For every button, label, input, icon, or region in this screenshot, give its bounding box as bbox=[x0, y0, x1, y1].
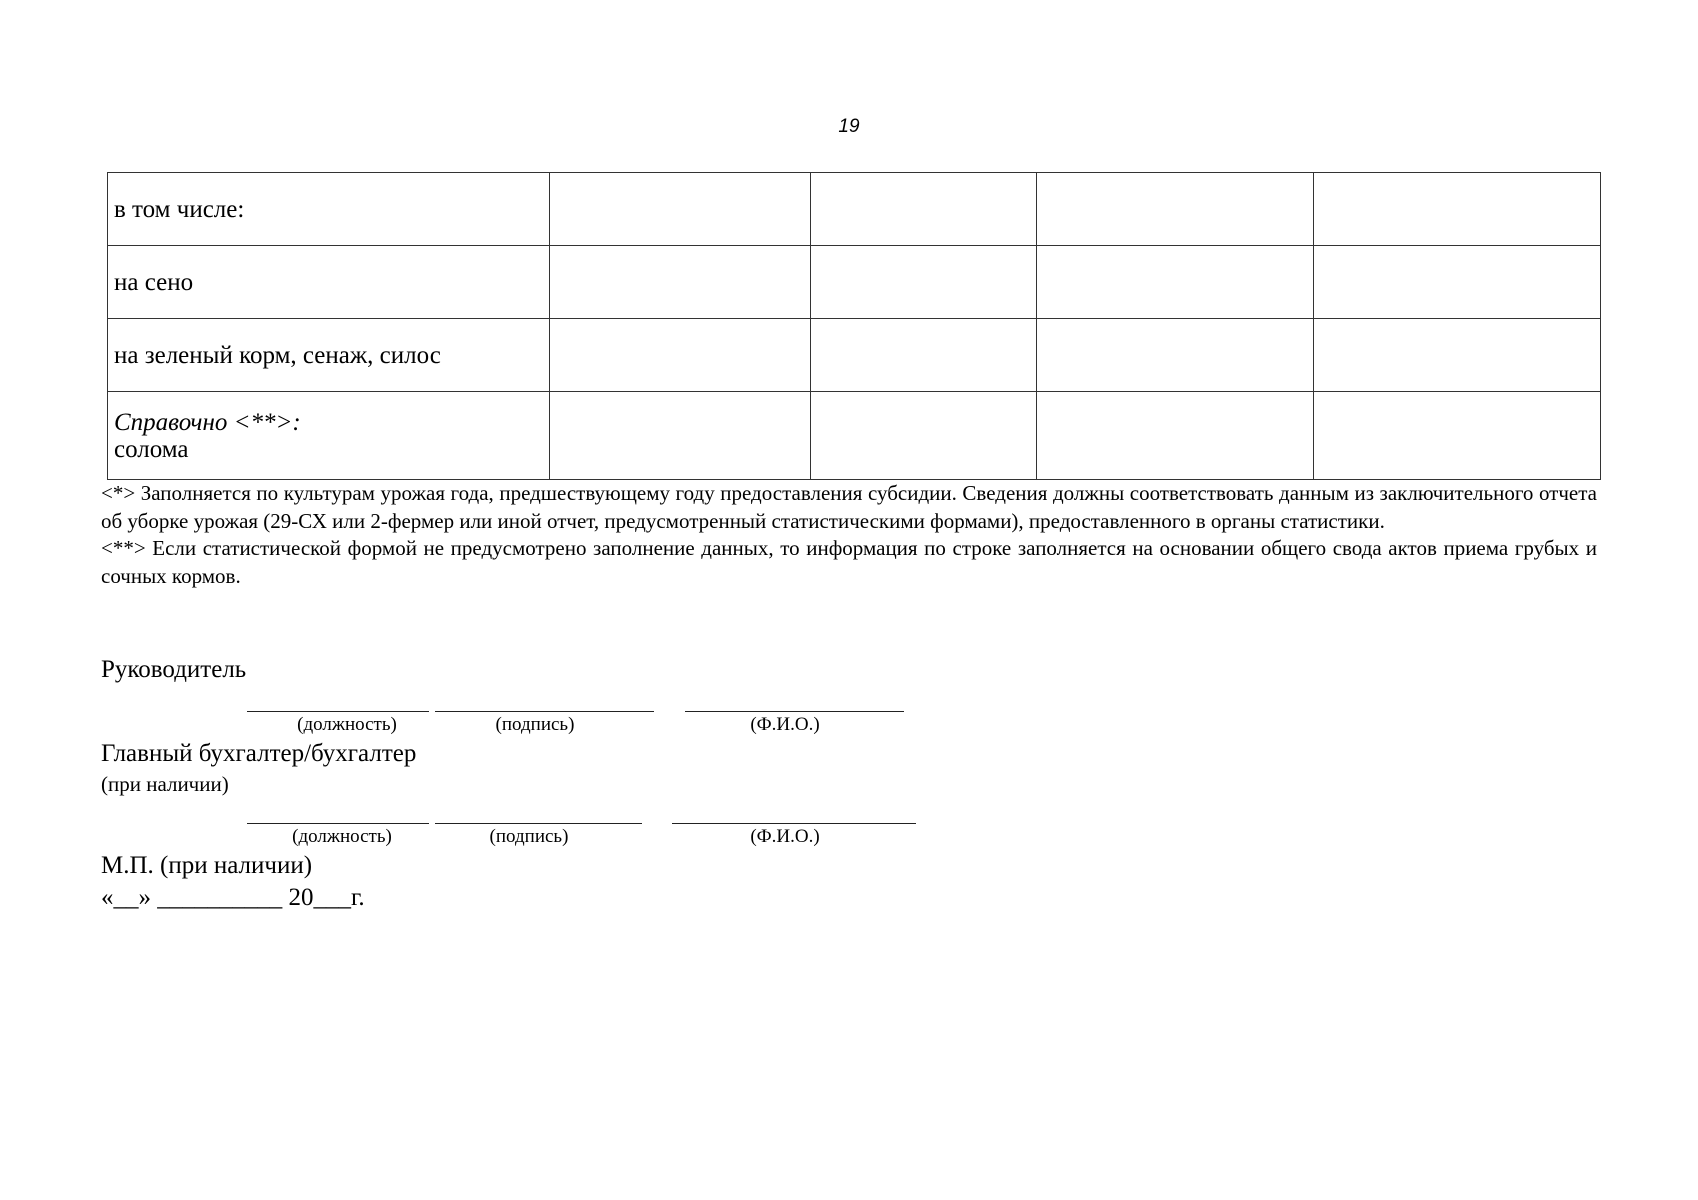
name-line bbox=[685, 711, 904, 712]
table-cell bbox=[1037, 392, 1314, 480]
table-cell bbox=[550, 246, 811, 319]
table-row bbox=[108, 173, 1601, 246]
table-cell bbox=[811, 173, 1037, 246]
table-cell bbox=[1314, 246, 1601, 319]
table-cell bbox=[811, 392, 1037, 480]
footnote-2: <**> Если статистической формой не предусмотрено заполнение данных, то информация по строке заполняется на основании общего свода актов приема грубых и сочных кормов. bbox=[101, 536, 1597, 588]
position-caption: (должность) bbox=[297, 714, 397, 735]
table-cell bbox=[1037, 319, 1314, 392]
name-caption: (Ф.И.О.) bbox=[750, 714, 820, 735]
page-number: 19 bbox=[838, 116, 860, 137]
table-cell bbox=[550, 319, 811, 392]
table-cell bbox=[550, 173, 811, 246]
table-row bbox=[108, 319, 1601, 392]
data-table bbox=[107, 172, 1601, 480]
name-caption: (Ф.И.О.) bbox=[750, 826, 820, 847]
table-cell bbox=[1314, 392, 1601, 480]
straw-label: солома bbox=[114, 435, 189, 463]
table-cell bbox=[550, 392, 811, 480]
row-label: на сено bbox=[108, 246, 550, 319]
table-cell bbox=[811, 246, 1037, 319]
signature-line bbox=[435, 823, 642, 824]
table-row bbox=[108, 246, 1601, 319]
table-cell bbox=[1037, 173, 1314, 246]
position-line bbox=[247, 823, 429, 824]
row-label: в том числе: bbox=[108, 173, 550, 246]
position-line bbox=[247, 711, 429, 712]
signature-caption: (подпись) bbox=[495, 714, 575, 735]
stamp-label: М.П. (при наличии) bbox=[101, 852, 313, 879]
accountant-note: (при наличии) bbox=[101, 772, 229, 796]
table-cell bbox=[811, 319, 1037, 392]
signature-line bbox=[435, 711, 654, 712]
table-cell bbox=[1314, 173, 1601, 246]
head-title: Руководитель bbox=[101, 656, 247, 683]
footnotes bbox=[101, 480, 1597, 590]
accountant-title: Главный бухгалтер/бухгалтер bbox=[101, 740, 417, 767]
signature-caption: (подпись) bbox=[489, 826, 569, 847]
date-line: «__» __________ 20___г. bbox=[101, 884, 365, 911]
row-label: на зеленый корм, сенаж, силос bbox=[108, 319, 550, 392]
table-cell bbox=[1037, 246, 1314, 319]
footnote-1: <*> Заполняется по культурам урожая года, предшествующему году предоставления субсидии. Сведения должны соответствовать данным из заключительного отчета об уборке урожая (29-СХ или 2-фермер или иной отчет, предусмотренный статистическими формами), предоставленного в органы статистики. bbox=[101, 481, 1597, 533]
name-line bbox=[672, 823, 916, 824]
table-row bbox=[108, 392, 1601, 480]
reference-label: Справочно <**>: bbox=[114, 408, 301, 436]
row-label-reference bbox=[108, 392, 550, 480]
position-caption: (должность) bbox=[292, 826, 392, 847]
table-cell bbox=[1314, 319, 1601, 392]
